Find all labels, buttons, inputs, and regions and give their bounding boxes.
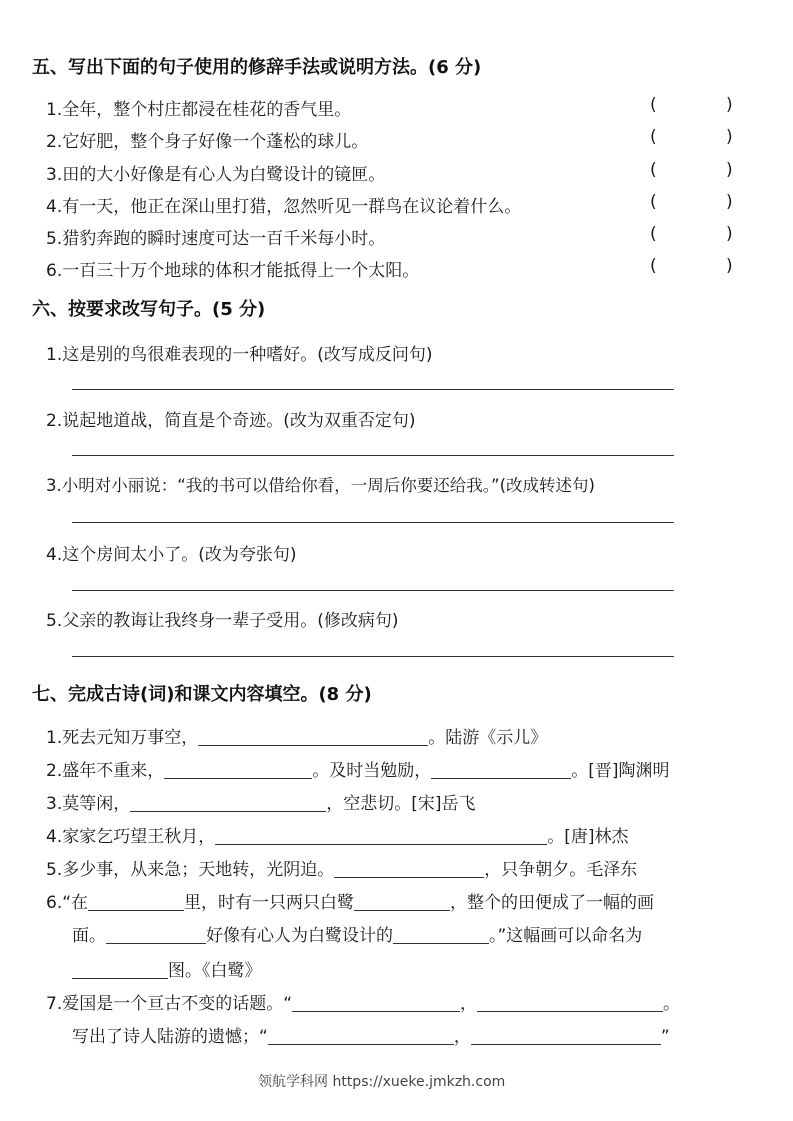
s5-item-5 [46,224,385,249]
s5-item-2-num: 2. [46,132,63,152]
s7-q7-a: 爱国是一个亘古不变的话题。“ [62,994,293,1014]
s7-q2-blank-1[interactable] [164,761,312,779]
s7-item-4 [46,822,629,847]
answer-paren-open-4[interactable]: ( [650,192,657,212]
s7-q2-a: 盛年不重来， [62,761,165,781]
s7-q7-blank-3[interactable] [268,1027,454,1045]
s7-q4-num: 4. [46,827,63,847]
s5-item-3 [46,160,385,185]
s7-q6-blank-5[interactable] [72,961,168,979]
s7-q3-blank-1[interactable] [130,794,326,812]
s7-q5-a: 多少事，从来急；天地转，光阴迫。 [62,860,335,880]
s5-item-4 [46,192,521,217]
s7-q3-num: 3. [46,794,63,814]
s6-item-1-num: 1. [46,345,63,365]
s7-q2-blank-2[interactable] [431,761,571,779]
s6-answer-line-1[interactable] [72,389,674,390]
s7-q6-blank-3[interactable] [106,926,206,944]
s6-item-5-num: 5. [46,611,63,631]
s7-q7-b: ， [460,994,478,1014]
s7-item-6-line-2 [72,921,642,946]
s7-q4-a: 家家乞巧望王秋月， [62,827,216,847]
answer-paren-close-3: ) [726,160,733,180]
s6-item-1-text: 这是别的鸟很难表现的一种嗜好。(改写成反问句) [62,345,433,365]
s7-item-2 [46,756,670,781]
section6-title: 六、按要求改写句子。(5 分) [32,299,266,320]
answer-paren-close-2: ) [726,127,733,147]
s7-q4-b: 。[唐]林杰 [547,827,629,847]
s7-q1-num: 1. [46,728,63,748]
s7-q5-b: ，只争朝夕。毛泽东 [484,860,638,880]
s7-item-5 [46,855,637,880]
s7-q7-e: ， [453,1027,471,1047]
s7-q3-b: ，空悲切。[宋]岳飞 [326,794,476,814]
section5-title: 五、写出下面的句子使用的修辞手法或说明方法。(6 分) [32,57,482,78]
s7-q6-b: 里，时有一只两只白鹭 [184,893,355,913]
s6-item-1 [46,340,433,365]
s7-q1-blank-1[interactable] [198,728,428,746]
s7-q6-blank-1[interactable] [88,893,184,911]
s5-item-3-num: 3. [46,165,63,185]
s6-item-2-text: 说起地道战，简直是个奇迹。(改为双重否定句) [62,411,416,431]
s6-item-2 [46,406,416,431]
s7-q2-b: 。及时当勉励， [312,761,432,781]
s7-q3-a: 莫等闲， [62,794,131,814]
s5-item-1-num: 1. [46,100,63,120]
s7-q6-c: ，整个的田便成了一幅的画 [450,893,655,913]
s7-q7-c: 。 [663,994,681,1014]
s6-item-4-num: 4. [46,545,63,565]
s7-q5-num: 5. [46,860,63,880]
s7-q6-blank-4[interactable] [393,926,489,944]
s5-item-5-text: 猎豹奔跑的瞬时速度可达一百千米每小时。 [62,229,386,249]
s6-answer-line-4[interactable] [72,590,674,591]
s7-q2-c: 。[晋]陶渊明 [571,761,670,781]
s7-q5-blank-1[interactable] [334,860,484,878]
answer-paren-open-3[interactable]: ( [650,160,657,180]
s6-item-3 [46,472,595,496]
answer-paren-close-6: ) [726,256,733,276]
s6-item-3-num: 3. [46,476,62,495]
answer-paren-close-5: ) [726,224,733,244]
s7-q1-a: 死去元知万事空， [62,728,199,748]
s7-q6-a: “在 [62,893,89,913]
answer-paren-close-4: ) [726,192,733,212]
answer-paren-open-6[interactable]: ( [650,256,657,276]
s5-item-1 [46,95,351,120]
s6-answer-line-5[interactable] [72,656,674,657]
s7-q2-num: 2. [46,761,63,781]
answer-paren-close-1: ) [726,95,733,115]
s5-item-4-text: 有一天，他正在深山里打猎，忽然听见一群鸟在议论着什么。 [62,197,522,217]
s5-item-4-num: 4. [46,197,63,217]
s7-item-7-line-1 [46,989,680,1014]
s7-item-6-line-1 [46,888,654,913]
section7-title: 七、完成古诗(词)和课文内容填空。(8 分) [32,684,372,705]
s7-q7-blank-1[interactable] [292,994,460,1012]
s7-q7-f: ” [660,1027,670,1047]
s5-item-5-num: 5. [46,229,63,249]
s6-item-4 [46,540,297,565]
s6-item-3-text: 小明对小丽说：“我的书可以借给你看，一周后你要还给我。”(改成转述句) [61,476,595,495]
s6-item-5 [46,606,399,631]
answer-paren-open-5[interactable]: ( [650,224,657,244]
s5-item-6-num: 6. [46,261,63,281]
s7-q1-b: 。陆游《示儿》 [428,728,548,748]
s5-item-2-text: 它好肥，整个身子好像一个蓬松的球儿。 [62,132,369,152]
s5-item-3-text: 田的大小好像是有心人为白鹭设计的镜匣。 [62,165,386,185]
s7-q6-num: 6. [46,893,63,913]
s7-q7-d: 写出了诗人陆游的遗憾；“ [72,1027,268,1047]
s7-q4-blank-1[interactable] [215,827,547,845]
s7-item-7-line-2 [72,1022,670,1047]
s5-item-2 [46,127,368,152]
s7-item-3 [46,789,476,814]
s5-item-1-text: 全年，整个村庄都浸在桂花的香气里。 [62,100,352,120]
s6-answer-line-2[interactable] [72,455,674,456]
s6-answer-line-3[interactable] [72,522,674,523]
answer-paren-open-2[interactable]: ( [650,127,657,147]
s7-q6-f: 。”这幅画可以命名为 [489,926,643,946]
s7-q7-blank-4[interactable] [471,1027,661,1045]
s6-item-2-num: 2. [46,411,63,431]
s6-item-4-text: 这个房间太小了。(改为夸张句) [62,545,297,565]
s7-item-6-line-3 [72,956,262,981]
s7-q7-num: 7. [46,994,63,1014]
s7-q7-blank-2[interactable] [477,994,663,1012]
s5-item-6 [46,256,419,281]
s5-item-6-text: 一百三十万个地球的体积才能抵得上一个太阳。 [62,261,420,281]
answer-paren-open-1[interactable]: ( [650,95,657,115]
s7-item-1 [46,723,547,748]
footer-watermark: 领航学科网 https://xueke.jmkzh.com [258,1074,506,1090]
s7-q6-e: 好像有心人为白鹭设计的 [206,926,393,946]
s7-q6-d: 面。 [72,926,106,946]
s7-q6-blank-2[interactable] [354,893,450,911]
s7-q6-g: 图。《白鹭》 [168,961,262,981]
s6-item-5-text: 父亲的教诲让我终身一辈子受用。(修改病句) [62,611,399,631]
